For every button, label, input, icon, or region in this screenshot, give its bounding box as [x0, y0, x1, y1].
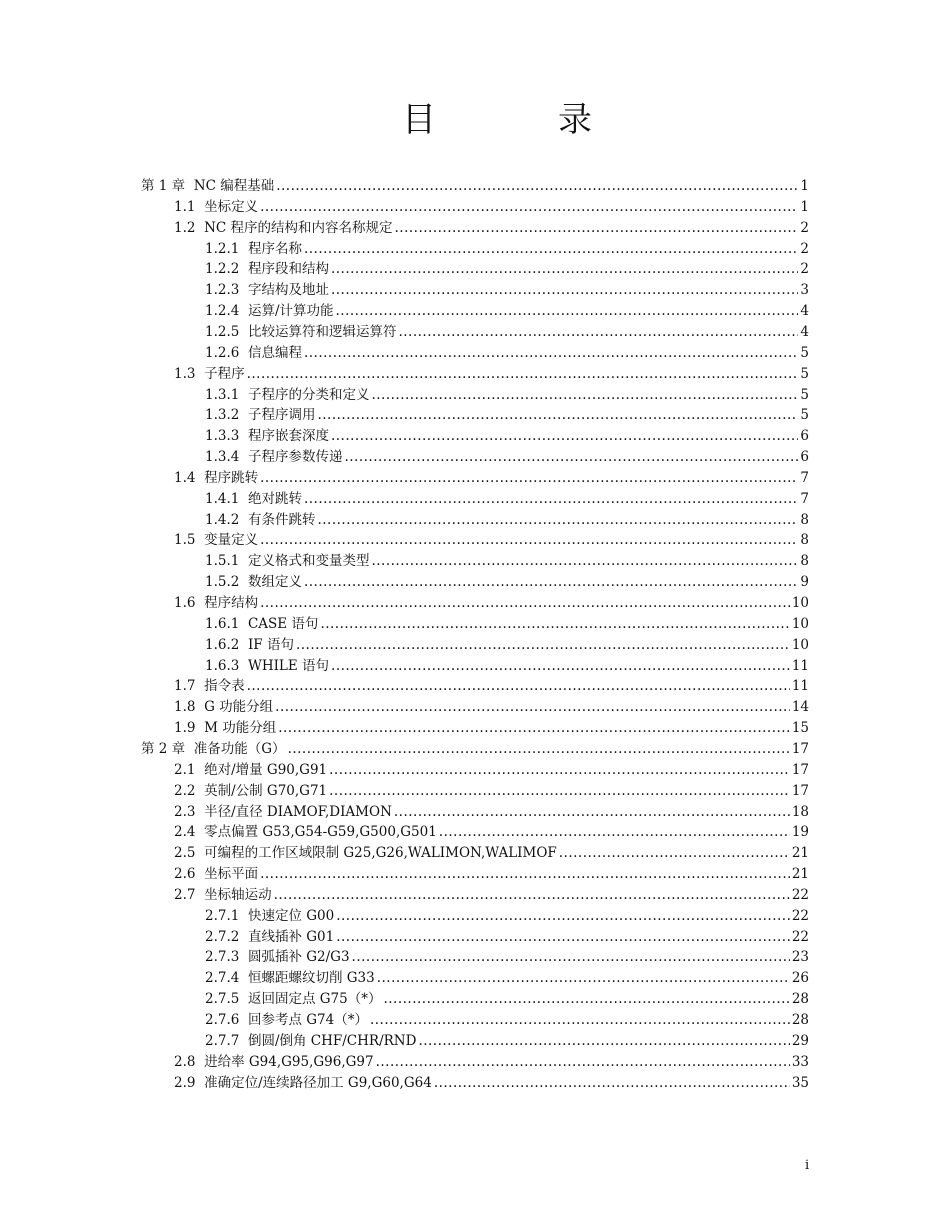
toc-entry-label: 返回固定点 G75（*） [247, 991, 382, 1008]
toc-entry-spacer [239, 489, 248, 509]
toc-entry-number: 1.4 [174, 469, 196, 486]
toc-dot-leader [336, 927, 790, 947]
toc-entry-page: 10 [791, 595, 809, 611]
toc-entry-number: 1.3.3 [205, 428, 240, 445]
toc-entry-number: 1.3.4 [205, 449, 240, 466]
toc-entry-page: 21 [791, 845, 809, 862]
toc-entry-number: 2.7 [174, 886, 196, 903]
toc-entry[interactable] [205, 989, 809, 1009]
toc-entry-spacer [195, 364, 204, 384]
toc-entry-label: 子程序 [204, 365, 245, 382]
toc-entry-spacer [195, 218, 204, 238]
toc-entry-spacer [195, 197, 204, 217]
toc-entry[interactable] [205, 947, 809, 967]
toc-entry-spacer [239, 1010, 248, 1030]
toc-entry[interactable] [205, 426, 809, 446]
toc-dot-leader [376, 1052, 790, 1072]
toc-entry-label: 比较运算符和逻辑运算符 [247, 323, 397, 340]
toc-entry-page: 11 [791, 657, 809, 674]
toc-entry[interactable] [174, 843, 809, 863]
toc-entry[interactable] [205, 322, 809, 342]
toc-entry[interactable] [205, 239, 809, 259]
toc-entry-number: 1.5 [174, 532, 196, 549]
toc-entry-number: 1.4.1 [205, 490, 240, 507]
toc-entry-label: 直线插补 G01 [247, 928, 335, 945]
toc-entry-number: 1.3.2 [205, 407, 240, 424]
toc-entry-spacer [239, 947, 248, 967]
toc-entry-page: 2 [800, 240, 809, 257]
toc-entry[interactable] [205, 656, 809, 676]
toc-entry-number: 1.6.2 [205, 636, 240, 653]
toc-dot-leader [317, 405, 798, 425]
toc-entry-page: 21 [791, 866, 809, 883]
toc-dot-leader [398, 322, 798, 342]
toc-dot-leader [275, 697, 790, 717]
toc-dot-leader [276, 176, 798, 196]
toc-entry-number: 1.4.2 [205, 511, 240, 528]
toc-entry-spacer [239, 280, 248, 300]
toc-entry-number: 1.2.1 [205, 240, 240, 257]
toc-entry-page: 5 [800, 407, 809, 424]
toc-entry-spacer [195, 1073, 204, 1093]
toc-entry-spacer [195, 530, 204, 550]
toc-entry-label: 程序名称 [247, 240, 302, 257]
toc-entry-number: 2.7.6 [205, 1012, 240, 1028]
toc-entry-number: 第 2 章 [141, 740, 186, 757]
toc-entry-spacer [239, 614, 248, 634]
toc-dot-leader [260, 864, 790, 884]
toc-entry-label: 坐标平面 [204, 866, 259, 883]
toc-dot-leader [317, 510, 798, 530]
toc-entry-spacer [239, 259, 248, 279]
toc-entry-page: 17 [791, 740, 809, 757]
toc-dot-leader [394, 802, 790, 822]
toc-entry-number: 1.3.1 [205, 386, 240, 403]
toc-entry-page: 28 [791, 1012, 809, 1028]
toc-dot-leader [370, 1010, 790, 1030]
toc-entry-page: 22 [791, 928, 809, 945]
toc-entry-spacer [195, 760, 204, 780]
toc-entry[interactable] [205, 489, 809, 509]
toc-dot-leader [288, 739, 790, 759]
toc-entry-label: CASE 语句 [247, 615, 319, 632]
toc-dot-leader [320, 614, 789, 634]
toc-entry-label: 绝对/增量 G90,G91 [204, 761, 328, 778]
toc-entry-page: 10 [791, 615, 809, 632]
toc-entry-spacer [239, 551, 248, 571]
toc-entry-page: 6 [800, 428, 809, 445]
toc-entry-number: 1.2.6 [205, 344, 240, 361]
toc-entry-spacer [195, 697, 204, 717]
toc-dot-leader [304, 489, 798, 509]
toc-entry-label: 指令表 [204, 678, 245, 695]
toc-dot-leader [418, 1031, 789, 1051]
toc-entry-page: 19 [791, 824, 809, 841]
toc-entry-spacer [239, 572, 248, 592]
toc-dot-leader [329, 760, 790, 780]
toc-entry-page: 2 [800, 261, 809, 278]
toc-entry-spacer [239, 968, 248, 988]
toc-entry-page: 9 [800, 574, 809, 591]
toc-entry-page: 5 [800, 365, 809, 382]
toc-entry-page: 23 [791, 949, 809, 966]
toc-entry-label: 恒螺距螺纹切削 G33 [247, 970, 375, 987]
toc-entry-page: 5 [800, 386, 809, 403]
toc-entry[interactable] [174, 781, 809, 801]
toc-dot-leader [329, 781, 790, 801]
toc-entry-spacer [195, 718, 204, 738]
toc-entry-number: 2.7.3 [205, 949, 240, 966]
toc-entry[interactable] [174, 364, 809, 384]
toc-dot-leader [344, 447, 798, 467]
toc-entry[interactable] [205, 927, 809, 947]
toc-entry-number: 1.1 [174, 198, 196, 215]
toc-dot-leader [352, 947, 790, 967]
toc-entry-spacer [239, 322, 248, 342]
toc-entry-page: 18 [791, 803, 809, 820]
toc-entry[interactable] [205, 301, 809, 321]
toc-entry-label: 英制/公制 G70,G71 [204, 782, 328, 799]
toc-entry-label: 进给率 G94,G95,G96,G97 [204, 1053, 374, 1070]
toc-entry-page: 14 [791, 699, 809, 716]
toc-entry-label: 圆弧插补 G2/G3 [247, 949, 350, 966]
toc-entry-page: 8 [800, 553, 809, 570]
toc-entry[interactable] [205, 510, 809, 530]
toc-entry-number: 2.4 [174, 824, 196, 841]
toc-entry-spacer [239, 301, 248, 321]
toc-dot-leader [274, 885, 790, 905]
toc-entry-label: 程序跳转 [204, 469, 259, 486]
toc-entry-spacer [239, 510, 248, 530]
toc-entry[interactable] [205, 280, 809, 300]
toc-dot-leader [559, 843, 790, 863]
toc-entry-label: 零点偏置 G53,G54-G59,G500,G501 [204, 824, 437, 841]
toc-entry-label: 变量定义 [204, 532, 259, 549]
toc-entry-spacer [239, 405, 248, 425]
toc-entry[interactable] [174, 718, 809, 738]
toc-entry-label: 半径/直径 DIAMOF,DIAMON [204, 803, 392, 820]
toc-entry-page: 17 [791, 782, 809, 799]
toc-entry-page: 11 [791, 678, 809, 695]
toc-dot-leader [331, 656, 790, 676]
toc-entry-spacer [195, 781, 204, 801]
toc-entry-label: 程序段和结构 [247, 261, 329, 278]
toc-dot-leader [304, 572, 798, 592]
toc-entry-number: 1.3 [174, 365, 196, 382]
toc-entry[interactable] [205, 906, 809, 926]
toc-entry[interactable] [205, 1010, 809, 1030]
toc-entry-label: 准确定位/连续路径加工 G9,G60,G64 [204, 1074, 432, 1091]
toc-dot-leader [377, 968, 790, 988]
toc-entry-label: 子程序调用 [247, 407, 316, 424]
page-title: 目 录 [402, 100, 636, 140]
toc-entry-number: 2.5 [174, 845, 196, 862]
toc-entry-spacer [239, 906, 248, 926]
toc-entry-number: 1.7 [174, 678, 196, 695]
toc-entry-number: 2.1 [174, 761, 196, 778]
toc-entry-number: 2.6 [174, 866, 196, 883]
toc-entry[interactable] [141, 176, 809, 196]
toc-entry[interactable] [174, 530, 809, 550]
toc-entry[interactable] [205, 635, 809, 655]
toc-dot-leader [439, 822, 790, 842]
toc-entry-number: 1.6.1 [205, 615, 240, 632]
toc-dot-leader [383, 989, 789, 1009]
toc-entry-number: 1.2 [174, 219, 196, 236]
toc-dot-leader [260, 468, 798, 488]
toc-entry[interactable] [174, 864, 809, 884]
toc-entry-page: 7 [800, 469, 809, 486]
toc-entry-label: 有条件跳转 [247, 511, 316, 528]
toc-entry-number: 2.3 [174, 803, 196, 820]
toc-dot-leader [395, 218, 799, 238]
toc-entry-number: 1.5.1 [205, 553, 240, 570]
toc-entry-spacer [239, 927, 248, 947]
toc-entry-page: 17 [791, 761, 809, 778]
toc-entry-spacer [185, 176, 194, 196]
toc-entry[interactable] [205, 405, 809, 425]
toc-dot-leader [247, 364, 799, 384]
toc-dot-leader [260, 593, 790, 613]
toc-entry[interactable] [205, 1031, 809, 1051]
toc-entry-page: 1 [800, 198, 809, 215]
toc-entry-number: 1.2.4 [205, 303, 240, 320]
toc-entry[interactable] [174, 697, 809, 717]
toc-dot-leader [331, 280, 798, 300]
toc-entry[interactable] [174, 802, 809, 822]
toc-entry-label: 坐标轴运动 [204, 886, 272, 903]
toc-entry-label: 快速定位 G00 [247, 907, 335, 924]
toc-entry-page: 6 [800, 449, 809, 466]
toc-entry-page: 4 [800, 323, 809, 340]
toc-entry-spacer [185, 739, 194, 759]
toc-entry-spacer [239, 656, 248, 676]
toc-entry-page: 15 [791, 720, 809, 737]
toc-entry-page: 26 [791, 970, 809, 987]
toc-entry-label: 信息编程 [247, 344, 302, 361]
toc-entry-number: 2.8 [174, 1053, 196, 1070]
toc-entry-spacer [239, 385, 248, 405]
toc-entry[interactable] [174, 676, 809, 696]
toc-entry-number: 1.8 [174, 699, 196, 716]
toc-entry[interactable] [205, 551, 809, 571]
toc-entry-label: 可编程的工作区域限制 G25,G26,WALIMON,WALIMOF [204, 845, 557, 862]
toc-entry-label: 字结构及地址 [247, 282, 329, 299]
toc-entry-page: 3 [800, 282, 809, 299]
toc-dot-leader [336, 906, 790, 926]
toc-entry-spacer [195, 468, 204, 488]
toc-entry-spacer [195, 593, 204, 613]
toc-entry-number: 2.7.5 [205, 991, 240, 1008]
toc-entry-spacer [239, 447, 248, 467]
toc-entry-number: 2.7.4 [205, 970, 240, 987]
toc-dot-leader [371, 551, 798, 571]
toc-entry[interactable] [174, 885, 809, 905]
toc-dot-leader [434, 1073, 790, 1093]
toc-entry-page: 28 [791, 991, 809, 1008]
toc-entry-spacer [195, 802, 204, 822]
toc-entry[interactable] [174, 822, 809, 842]
toc-entry[interactable] [174, 1052, 809, 1072]
toc-entry-number: 1.2.2 [205, 261, 240, 278]
toc-dot-leader [304, 343, 798, 363]
toc-entry-label: 运算/计算功能 [247, 303, 334, 320]
toc-entry-page: 8 [800, 511, 809, 528]
toc-entry[interactable] [174, 593, 809, 613]
toc-entry[interactable] [141, 739, 809, 759]
toc-entry-number: 2.9 [174, 1074, 196, 1091]
toc-entry-page: 33 [791, 1053, 809, 1070]
toc-entry-label: 数组定义 [247, 574, 302, 591]
toc-entry-label: 定义格式和变量类型 [247, 553, 370, 570]
toc-entry-label: G 功能分组 [204, 699, 274, 716]
toc-entry-number: 1.2.3 [205, 282, 240, 299]
toc-entry[interactable] [174, 218, 809, 238]
page-number: i [805, 1158, 810, 1173]
toc-entry-page: 1 [800, 178, 809, 194]
toc-entry-spacer [195, 822, 204, 842]
toc-entry-label: 坐标定义 [204, 198, 259, 215]
toc-dot-leader [260, 530, 798, 550]
toc-entry-label: 子程序的分类和定义 [247, 386, 370, 403]
toc-entry-page: 29 [791, 1032, 809, 1049]
toc-entry-label: 程序结构 [204, 595, 259, 611]
toc-entry-page: 8 [800, 532, 809, 549]
toc-entry-spacer [195, 864, 204, 884]
toc-entry-label: WHILE 语句 [247, 657, 330, 674]
toc-dot-leader [260, 197, 798, 217]
toc-entry[interactable] [205, 968, 809, 988]
toc-entry[interactable] [205, 572, 809, 592]
toc-entry-page: 2 [800, 219, 809, 236]
toc-dot-leader [331, 259, 798, 279]
toc-entry-page: 7 [800, 490, 809, 507]
toc-dot-leader [371, 385, 798, 405]
toc-dot-leader [304, 239, 798, 259]
toc-entry-number: 1.6 [174, 595, 196, 611]
toc-dot-leader [336, 301, 799, 321]
toc-entry-spacer [239, 343, 248, 363]
toc-entry-spacer [195, 1052, 204, 1072]
toc-entry[interactable] [205, 614, 809, 634]
toc-entry-number: 2.7.2 [205, 928, 240, 945]
toc-entry-spacer [239, 635, 248, 655]
toc-entry-label: 子程序参数传递 [247, 449, 343, 466]
toc-entry-label: 回参考点 G74（*） [247, 1012, 368, 1028]
toc-entry-number: 1.9 [174, 720, 196, 737]
toc-entry-page: 35 [791, 1074, 809, 1091]
toc-entry-page: 4 [800, 303, 809, 320]
toc-entry-spacer [239, 1031, 248, 1051]
toc-dot-leader [278, 718, 790, 738]
toc-entry-label: M 功能分组 [204, 720, 277, 737]
toc-entry-number: 2.2 [174, 782, 196, 799]
toc-entry-number: 1.6.3 [205, 657, 240, 674]
toc-entry-page: 22 [791, 886, 809, 903]
toc-entry[interactable] [174, 1073, 809, 1093]
toc-entry-number: 1.5.2 [205, 574, 240, 591]
toc-entry[interactable] [205, 447, 809, 467]
toc-entry-page: 22 [791, 907, 809, 924]
toc-entry-number: 2.7.1 [205, 907, 240, 924]
toc-entry-page: 5 [800, 344, 809, 361]
toc-entry-label: IF 语句 [247, 636, 294, 653]
toc-entry-spacer [239, 426, 248, 446]
toc-entry-number: 1.2.5 [205, 323, 240, 340]
toc-entry-spacer [195, 843, 204, 863]
toc-entry-label: 倒圆/倒角 CHF/CHR/RND [247, 1032, 417, 1049]
toc-entry-number: 2.7.7 [205, 1032, 240, 1049]
toc-entry-label: 程序嵌套深度 [247, 428, 329, 445]
toc-entry-spacer [239, 989, 248, 1009]
toc-dot-leader [296, 635, 790, 655]
toc-entry[interactable] [205, 259, 809, 279]
toc-entry-spacer [239, 239, 248, 259]
toc-entry-label: NC 程序的结构和内容名称规定 [204, 219, 393, 236]
toc-dot-leader [247, 676, 790, 696]
toc-entry-label: 绝对跳转 [247, 490, 302, 507]
toc-dot-leader [331, 426, 798, 446]
toc-entry[interactable] [174, 760, 809, 780]
toc-entry[interactable] [174, 468, 809, 488]
toc-entry-label: 准备功能（G） [193, 740, 286, 757]
toc-entry-spacer [195, 676, 204, 696]
toc-entry-page: 10 [791, 636, 809, 653]
toc-entry[interactable] [174, 197, 809, 217]
toc-entry[interactable] [205, 385, 809, 405]
toc-entry-label: NC 编程基础 [193, 178, 275, 194]
toc-entry-number: 第 1 章 [141, 178, 186, 194]
toc-entry-spacer [195, 885, 204, 905]
toc-entry[interactable] [205, 343, 809, 363]
